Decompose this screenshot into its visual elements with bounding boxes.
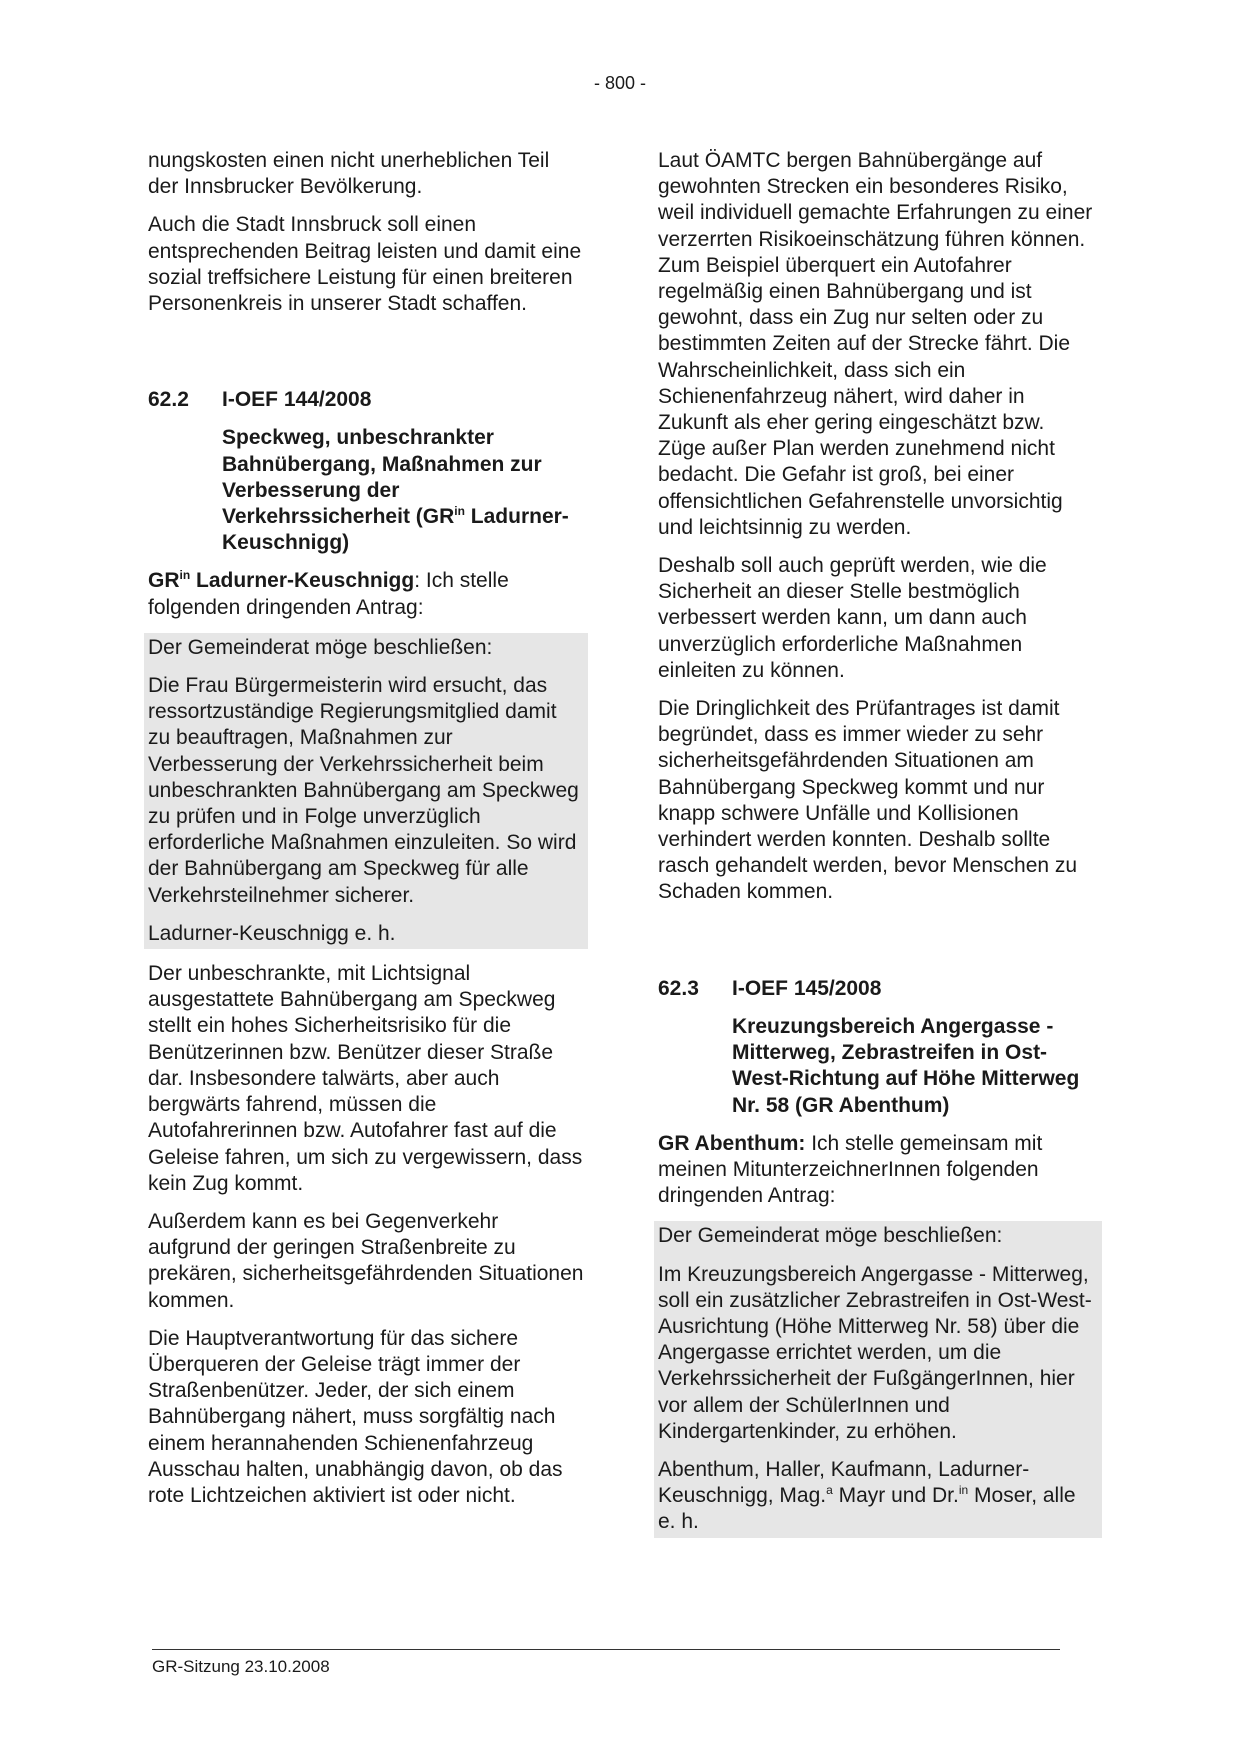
motion-signature: Abenthum, Haller, Kaufmann, Ladurner-Keuschnigg, Mag.$^a$ Mayr und Dr.$^{in}$ Moser, alle e. h. — [658, 1457, 1076, 1534]
footer-divider — [152, 1649, 1060, 1650]
section-title: Kreuzungsbereich Angergasse - Mitterweg, Zebrastreifen in Ost-West-Richtung auf Höhe Mitterweg Nr. 58 (GR Abenthum) — [732, 1014, 1080, 1117]
left-column — [148, 148, 584, 1521]
paragraph: Der unbeschrankte, mit Lichtsignal ausgestattete Bahnübergang am Speckweg stellt ein hohes Sicherheitsrisiko für die Benützerinnen bzw. Benützer dieser Straße dar. Insbesondere talwärts, aber auch bergwärts fahrend, müssen die Autofahrerinnen bzw. Autofahrer fast auf die Geleise fahren, um sich zu vergewissern, dass kein Zug kommt. — [148, 962, 583, 1195]
paragraph: Außerdem kann es bei Gegenverkehr aufgrund der geringen Straßenbreite zu prekären, sicherheitsgefährdenden Situationen kommen. — [148, 1209, 584, 1312]
paragraph: Die Hauptverantwortung für das sichere Überqueren der Geleise trägt immer der Straßenbenützer. Jeder, der sich einem Bahnübergang nähert, muss sorgfältig nach einem herannahenden Schienenfahrzeug Ausschau halten, unabhängig davon, ob das rote Lichtzeichen aktiviert ist oder nicht. — [148, 1326, 563, 1507]
motion-box — [144, 633, 588, 949]
paragraph: Deshalb soll auch geprüft werden, wie die Sicherheit an dieser Stelle bestmöglich verbessert werden kann, um dann auch unverzüglich erforderliche Maßnahmen einleiten zu können. — [658, 554, 1047, 682]
motion-text: Im Kreuzungsbereich Angergasse - Mitterweg, soll ein zusätzlicher Zebrastreifen in Ost-West-Ausrichtung (Höhe Mitterweg Nr. 58) über die Angergasse errichtet werden, um die Verkehrssicherheit der FußgängerInnen, hier vor allem der SchülerInnen und Kindergartenkinder, zu erhöhen. — [658, 1262, 1092, 1443]
paragraph: Auch die Stadt Innsbruck soll einen entsprechenden Beitrag leisten und damit eine sozial treffsichere Leistung für einen breiteren Personenkreis in unserer Stadt schaffen. — [148, 213, 582, 316]
section-number: 62.3 — [658, 976, 699, 1000]
motion-box — [654, 1221, 1102, 1537]
speaker-line: GR Abenthum: Ich stelle gemeinsam mit meinen MitunterzeichnerInnen folgenden dringenden Antrag: — [658, 1131, 1043, 1208]
motion-text: Die Frau Bürgermeisterin wird ersucht, das ressortzuständige Regierungsmitglied damit zu beauftragen, Maßnahmen zur Verbesserung der Verkehrssicherheit beim unbeschrankten Bahnübergang am Speckweg zu prüfen und in Folge unverzüglich erforderliche Maßnahmen einzuleiten. So wird der Bahnübergang am Speckweg für alle Verkehrsteilnehmer sicherer. — [148, 674, 579, 907]
paragraph: Laut ÖAMTC bergen Bahnübergänge auf gewohnten Strecken ein besonderes Risiko, weil individuell gemachte Erfahrungen zu einer verzerrten Risikoeinschätzung führen können. Zum Beispiel überquert ein Autofahrer regelmäßig einen Bahnübergang und ist gewohnt, dass ein Zug nur selten oder zu bestimmten Zeiten auf der Strecke fährt. Die Wahrscheinlichkeit, dass sich ein Schienenfahrzeug nähert, wird daher in Zukunft als eher gering eingeschätzt bzw. Züge außer Plan werden zunehmend nicht bedacht. Die Gefahr ist groß, bei einer offensichtlichen Gefahrenstelle unvorsichtig und leichtsinnig zu werden. — [658, 149, 1093, 539]
motion-intro: Der Gemeinderat möge beschließen: — [148, 635, 493, 659]
footer-text: GR-Sitzung 23.10.2008 — [152, 1657, 330, 1676]
speaker-line: $GR^{in}$ Ladurner-Keuschnigg: Ich stelle folgenden dringenden Antrag: — [148, 568, 509, 619]
section-code: I-OEF 144/2008 — [222, 388, 372, 412]
section-code: I-OEF 145/2008 — [732, 976, 882, 1000]
motion-signature: Ladurner-Keuschnigg e. h. — [148, 921, 396, 945]
section-heading-62-2 — [148, 387, 584, 413]
paragraph: Die Dringlichkeit des Prüfantrages ist damit begründet, dass es immer wieder zu sehr sicherheitsgefährdenden Situationen am Bahnübergang Speckweg kommt und nur knapp schwere Unfälle und Kollisionen verhindert werden konnten. Deshalb sollte rasch gehandelt werden, bevor Menschen zu Schaden kommen. — [658, 697, 1078, 904]
paragraph: nungskosten einen nicht unerheblichen Teil der Innsbrucker Bevölkerung. — [148, 149, 550, 199]
section-heading-62-3 — [658, 976, 1098, 1002]
motion-intro: Der Gemeinderat möge beschließen: — [658, 1224, 1003, 1248]
section-number: 62.2 — [148, 388, 189, 412]
right-column — [658, 148, 1098, 1538]
section-title: Speckweg, unbeschrankter Bahnübergang, Maßnahmen zur Verbesserung der Verkehrssicherheit ($GR^{in}$ Ladurner-Keuschnigg) — [222, 426, 569, 555]
page-number: - 800 - — [593, 73, 647, 93]
